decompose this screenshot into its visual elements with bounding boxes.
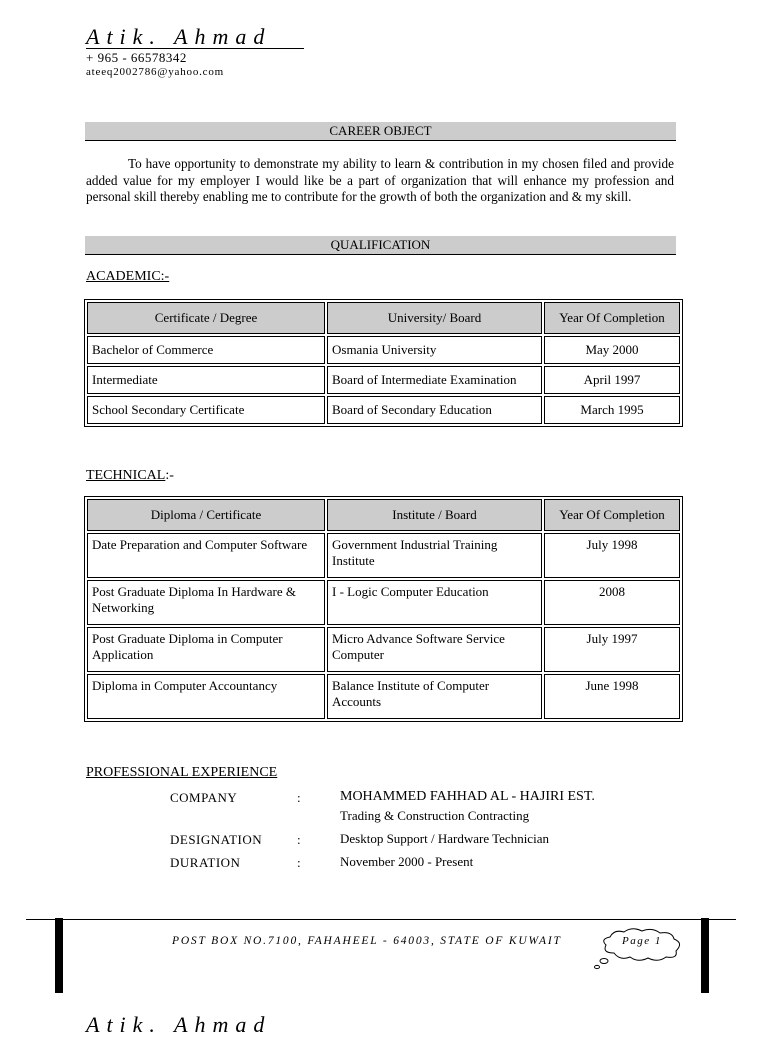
cell-institution: Board of Intermediate Examination — [327, 366, 542, 394]
technical-table — [84, 496, 683, 722]
duration-colon: : — [297, 855, 301, 870]
company-label: COMPANY — [170, 790, 238, 805]
footer-address: POST BOX NO.7100, FAHAHEEL - 64003, STATE OF KUWAIT — [172, 935, 562, 947]
designation-label: DESIGNATION — [170, 832, 263, 847]
page-number: Page 1 — [622, 935, 662, 947]
technical-label-wrap — [86, 468, 174, 484]
academic-row — [87, 366, 680, 394]
footer-left-bar — [55, 918, 63, 993]
academic-table — [84, 299, 683, 427]
duration-label: DURATION — [170, 855, 241, 870]
cell-year: July 1997 — [544, 627, 680, 672]
company-colon: : — [297, 790, 301, 805]
cell-name: Date Preparation and Computer Software — [87, 533, 325, 578]
academic-label: ACADEMIC:- — [86, 269, 170, 284]
designation-colon: : — [297, 832, 301, 847]
cell-year: 2008 — [544, 580, 680, 625]
phone-number: + 965 - 66578342 — [86, 50, 187, 65]
technical-row — [87, 580, 680, 625]
cell-institution: Micro Advance Software Service Computer — [327, 627, 542, 672]
cell-name: Post Graduate Diploma In Hardware & Networking — [87, 580, 325, 625]
cell-institution: Balance Institute of Computer Accounts — [327, 674, 542, 719]
email-address: ateeq2002786@yahoo.com — [86, 66, 225, 78]
technical-header-institute: Institute / Board — [327, 499, 542, 531]
name-underline — [86, 48, 304, 49]
technical-row — [87, 674, 680, 719]
company-value-line2: Trading & Construction Contracting — [340, 808, 530, 823]
bottom-name: Atik. Ahmad — [86, 1012, 272, 1037]
cell-year: March 1995 — [544, 396, 680, 424]
academic-header-certificate: Certificate / Degree — [87, 302, 325, 334]
footer-right-bar — [701, 918, 709, 993]
cell-name: Intermediate — [87, 366, 325, 394]
cell-year: April 1997 — [544, 366, 680, 394]
cell-year: May 2000 — [544, 336, 680, 364]
duration-value: November 2000 - Present — [340, 854, 474, 869]
technical-row — [87, 533, 680, 578]
cell-year: July 1998 — [544, 533, 680, 578]
cell-name: Bachelor of Commerce — [87, 336, 325, 364]
resume-name: Atik. Ahmad — [86, 24, 272, 49]
academic-header-year: Year Of Completion — [544, 302, 680, 334]
cell-institution: Osmania University — [327, 336, 542, 364]
career-object-heading: CAREER OBJECT — [85, 122, 676, 141]
technical-row — [87, 627, 680, 672]
technical-label: TECHNICAL — [86, 468, 166, 483]
cell-institution: Government Industrial Training Institute — [327, 533, 542, 578]
technical-header-year: Year Of Completion — [544, 499, 680, 531]
academic-row — [87, 336, 680, 364]
cell-institution: Board of Secondary Education — [327, 396, 542, 424]
cloud-icon — [592, 925, 692, 973]
technical-label-suffix: :- — [165, 468, 174, 483]
cell-year: June 1998 — [544, 674, 680, 719]
academic-header-university: University/ Board — [327, 302, 542, 334]
company-value: MOHAMMED FAHHAD AL - HAJIRI EST. — [340, 789, 595, 804]
cell-name: School Secondary Certificate — [87, 396, 325, 424]
career-object-text: To have opportunity to demonstrate my ability to learn & contribution in my chosen filed and provide added value for my employer I would like be a part of organization that will enhance my profession and personal skill thereby enabling me to contribute for the growth of both the organization and & my skill. — [86, 156, 674, 204]
experience-heading: PROFESSIONAL EXPERIENCE — [86, 765, 278, 780]
footer-rule — [26, 919, 736, 920]
designation-value: Desktop Support / Hardware Technician — [340, 831, 549, 846]
academic-row — [87, 396, 680, 424]
cell-name: Diploma in Computer Accountancy — [87, 674, 325, 719]
cell-name: Post Graduate Diploma in Computer Application — [87, 627, 325, 672]
technical-header-diploma: Diploma / Certificate — [87, 499, 325, 531]
cell-institution: I - Logic Computer Education — [327, 580, 542, 625]
qualification-heading: QUALIFICATION — [85, 236, 676, 255]
